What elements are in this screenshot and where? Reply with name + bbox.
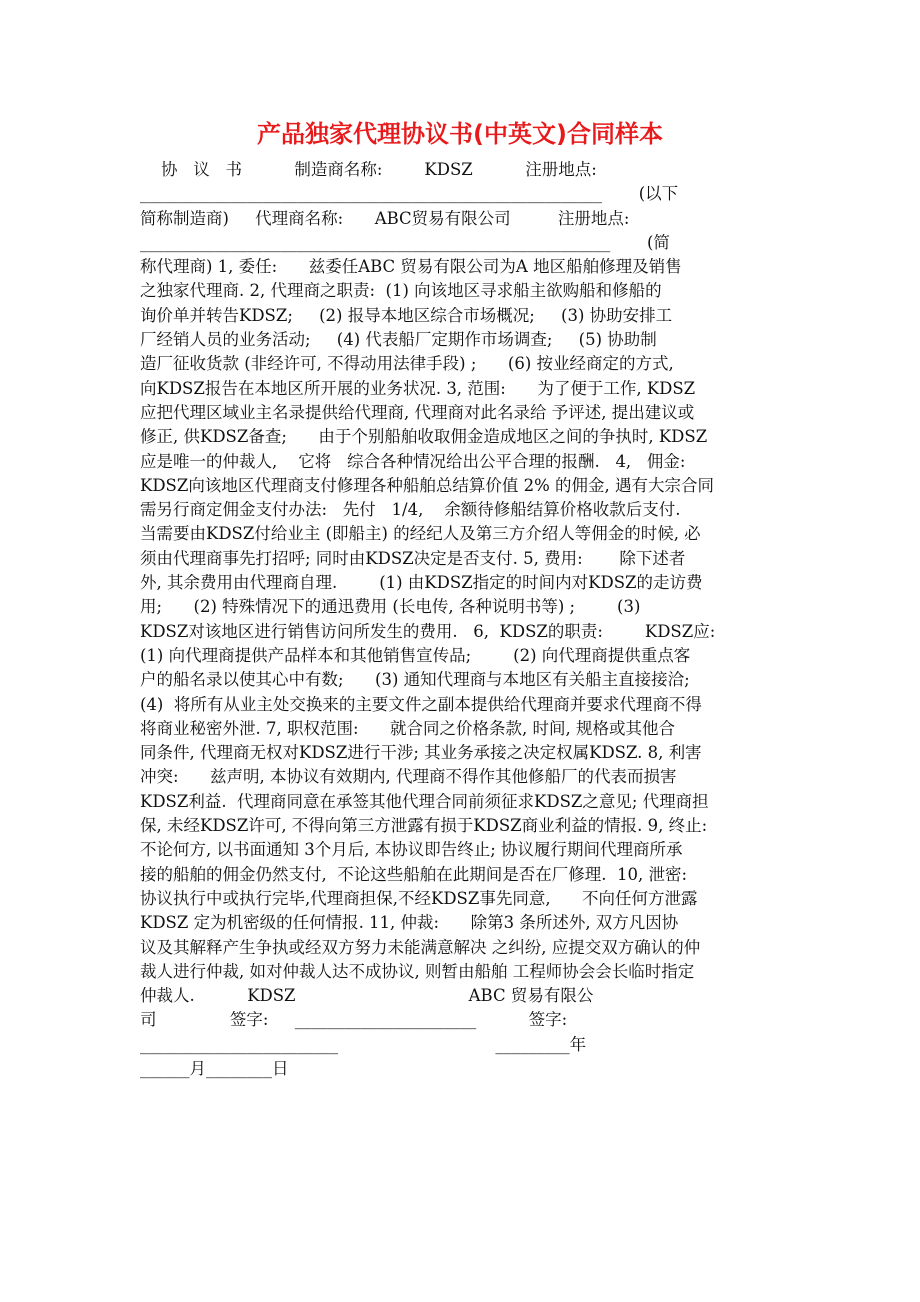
contract-line: 将商业秘密外泄. 7, 职权范围: 就合同之价格条款, 时间, 规格或其他合 xyxy=(140,718,675,738)
contract-line: 仲裁人. KDSZ ABC 贸易有限公 xyxy=(140,986,594,1006)
contract-line: ________________________ _________年 xyxy=(140,1034,587,1054)
contract-line: 用; (2) 特殊情况下的通迅费用 (长电传, 各种说明书等) ; (3) xyxy=(140,597,641,617)
contract-line: 称代理商) 1, 委任: 兹委任ABC 贸易有限公司为A 地区船舶修理及销售 xyxy=(140,257,682,277)
contract-line: 厂经销人员的业务活动; (4) 代表船厂定期作市场调查; (5) 协助制 xyxy=(140,330,657,350)
contract-line: 协 议 书 制造商名称: KDSZ 注册地点: xyxy=(140,160,597,179)
contract-line: KDSZ对该地区进行销售访问所发生的费用. 6, KDSZ的职责: KDSZ应: xyxy=(140,621,716,641)
contract-body xyxy=(140,158,782,1081)
contract-line: 议及其解释产生争执或经双方努力未能满意解决 之纠纷, 应提交双方确认的仲 xyxy=(140,937,701,957)
contract-line: 修正, 供KDSZ备查; 由于个别船舶收取佣金造成地区之间的争执时, KDSZ xyxy=(140,427,708,447)
contract-line: 向KDSZ报告在本地区所开展的业务状况. 3, 范围: 为了便于工作, KDSZ xyxy=(140,378,696,398)
contract-line: 同条件, 代理商无权对KDSZ进行干涉; 其业务承接之决定权属KDSZ. 8, 利害 xyxy=(140,743,702,763)
contract-line: 应把代理区域业主名录提供给代理商, 代理商对此名录给 予评述, 提出建议或 xyxy=(140,402,695,422)
contract-line: ______月________日 xyxy=(140,1058,289,1078)
contract-line: 户的船名录以使其心中有数; (3) 通知代理商与本地区有关船主直接接洽; xyxy=(140,670,690,690)
contract-line: 保, 未经KDSZ许可, 不得向第三方泄露有损于KDSZ商业利益的情报. 9, 终止: xyxy=(140,816,708,836)
contract-line: (4) 将所有从业主处交换来的主要文件之副本提供给代理商并要求代理商不得 xyxy=(140,694,702,714)
contract-line: 外, 其余费用由代理商自理. (1) 由KDSZ指定的时间内对KDSZ的走访费 xyxy=(140,573,703,593)
contract-line: 当需要由KDSZ付给业主 (即船主) 的经纪人及第三方介绍人等佣金的时候, 必 xyxy=(140,524,701,544)
contract-line: 应是唯一的仲裁人, 它将 综合各种情况给出公平合理的报酬. 4, 佣金: xyxy=(140,451,686,471)
contract-line: KDSZ 定为机密级的任何情报. 11, 仲裁: 除第3 条所述外, 双方凡因协 xyxy=(140,913,679,933)
contract-line: 裁人进行仲裁, 如对仲裁人达不成协议, 则暂由船舶 工程师协会会长临时指定 xyxy=(140,961,695,981)
contract-line: 协议执行中或执行完毕,代理商担保,不经KDSZ事先同意, 不向任何方泄露 xyxy=(140,888,698,908)
contract-line: 之独家代理商. 2, 代理商之职责: (1) 向该地区寻求船主欲购船和修船的 xyxy=(140,281,662,301)
contract-line: 接的船舶的佣金仍然支付, 不论这些船舶在此期间是否在厂修理. 10, 泄密: xyxy=(140,864,688,884)
contract-line: 须由代理商事先打招呼; 同时由KDSZ决定是否支付. 5, 费用: 除下述者 xyxy=(140,548,686,568)
contract-line: 造厂征收货款 (非经许可, 不得动用法律手段) ; (6) 按业经商定的方式, xyxy=(140,354,674,374)
contract-line: KDSZ利益. 代理商同意在承签其他代理合同前须征求KDSZ之意见; 代理商担 xyxy=(140,791,709,811)
contract-line: 简称制造商) 代理商名称: ABC贸易有限公司 注册地点: xyxy=(140,208,630,228)
contract-line: ________________________________________________________ (以下 xyxy=(140,184,679,204)
contract-line: 司 签字: ______________________ 签字: xyxy=(140,1010,568,1030)
contract-line: 询价单并转告KDSZ; (2) 报导本地区综合市场概况; (3) 协助安排工 xyxy=(140,305,673,325)
contract-line: 需另行商定佣金支付办法: 先付 1/4, 余额待修船结算价格收款后支付. xyxy=(140,500,681,520)
contract-line: (1) 向代理商提供产品样本和其他销售宣传品; (2) 向代理商提供重点客 xyxy=(140,645,691,665)
document-title: 产品独家代理协议书(中英文)合同样本 xyxy=(257,120,663,148)
contract-line: 冲突: 兹声明, 本协议有效期内, 代理商不得作其他修船厂的代表而损害 xyxy=(140,767,677,787)
contract-line: _________________________________________________________ (简 xyxy=(140,232,670,252)
contract-line: 不论何方, 以书面通知 3个月后, 本协议即告终止; 协议履行期间代理商所承 xyxy=(140,840,683,860)
contract-line: KDSZ向该地区代理商支付修理各种船舶总结算价值 2% 的佣金, 遇有大宗合同 xyxy=(140,475,714,495)
